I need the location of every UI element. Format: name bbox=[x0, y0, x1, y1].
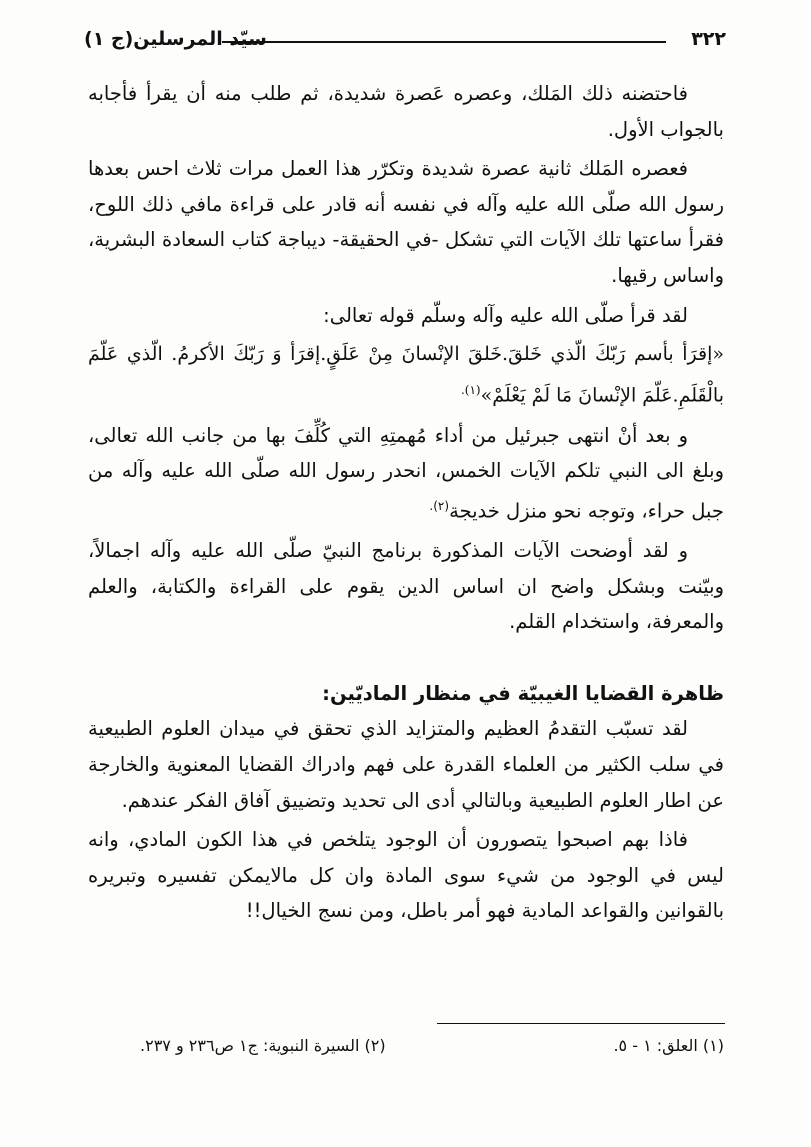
page-number: ٣٢٢ bbox=[691, 28, 726, 50]
footnote-ref-1: (١). bbox=[460, 382, 481, 397]
section-heading: ظاهرة القضايا الغيبيّة في منظار الماديّين: bbox=[322, 681, 724, 705]
paragraph-revelation: فعصره المَلك ثانية عصرة شديدة وتكرّر هذا العمل مرات ثلاث احس بعدها رسول الله صلّى الله عليه وآله في نفسه أنه قادر على قراءة مافي ذلك اللوح، فقرأ ساعتها تلك الآيات التي تشكل -في الحقيقة- ديباجة كتاب السعادة البشرية، واساس رقيها. bbox=[88, 157, 724, 287]
footnote-rule bbox=[437, 1023, 725, 1024]
quran-verse bbox=[88, 337, 724, 414]
quran-verse-text: «إقرَأ بأسم رَبّكَ الّذي خَلقَ.خَلقَ الإنْسانَ مِنْ عَلَقٍ.إقرَأ وَ رَبّكَ الأكرمُ. الّذي عَلّمَ بالْقَلَمِ.عَلّمَ الإنْسانَ مَا لَمْ يَعْلَمْ» bbox=[88, 343, 724, 407]
paragraph-descent-text: و بعد أنْ انتهى جبرئيل من أداء مُهمتِهِ التي كُلِّفَ بها من جانب الله تعالى، وبلغ الى النبي تلكم الآيات الخمس، انحدر رسول الله صلّى الله عليه وآله من جبل حراء، وتوجه نحو منزل خديجة bbox=[88, 423, 724, 523]
book-title: سيّد المرسلين(ج ١) bbox=[84, 28, 267, 50]
paragraph-descent-hira bbox=[88, 418, 724, 529]
paragraph-program: و لقد أوضحت الآيات المذكورة برنامج النبيّ صلّى الله عليه وآله اجمالاً، وبيّنت وبشكل واضح ان اساس الدين يقوم على القراءة والكتابة، والعلم والمعرفة، واستخدام القلم. bbox=[88, 538, 724, 634]
footnote-1: (١) العلق: ١ - ٥. bbox=[613, 1036, 724, 1055]
page-body bbox=[88, 76, 724, 933]
footnote-ref-2: (٢). bbox=[429, 498, 450, 513]
section-paragraph-1: لقد تسبّب التقدمُ العظيم والمتزايد الذي تحقق في ميدان العلوم الطبيعية في سلب الكثير من العلماء القدرة على فهم وادراك القضايا المعنوية والخارجة عن اطار العلوم الطبيعية وبالتالي أدى الى تحديد وتضييق آفاق الفكر عندهم. bbox=[88, 717, 724, 812]
header-rule bbox=[222, 41, 666, 43]
footnote-2: (٢) السيرة النبوية: ج١ ص٢٣٦ و ٢٣٧. bbox=[140, 1036, 386, 1055]
paragraph-angel-embrace: فاحتضنه ذلك المَلك، وعصره عَصرة شديدة، ثم طلب منه أن يقرأ فأجابه بالجواب الأول. bbox=[88, 82, 724, 141]
paragraph-recitation-intro: لقد قرأ صلّى الله عليه وآله وسلّم قوله تعالى: bbox=[323, 303, 688, 327]
section-paragraph-2: فاذا بهم اصبحوا يتصورون أن الوجود يتلخص في هذا الكون المادي، وانه ليس في الوجود من شيء سوى المادة وان كل مالايمكن تفسيره وتبريره بالقوانين والقواعد المادية فهو أمر باطل، ومن نسج الخيال!! bbox=[88, 828, 724, 923]
page-header bbox=[84, 28, 726, 62]
